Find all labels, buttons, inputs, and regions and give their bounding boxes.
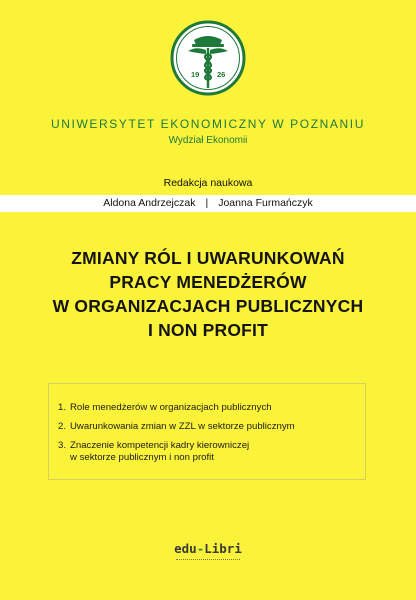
contents-item	[58, 440, 358, 464]
author-separator: |	[205, 197, 209, 209]
contents-item-line: Znaczenie kompetencji kadry kierowniczej	[70, 440, 250, 451]
author-first: Aldona Andrzejczak	[103, 197, 196, 209]
contents-item	[58, 421, 358, 433]
logo-year-left: 19	[191, 70, 200, 79]
contents-item-text	[70, 440, 358, 464]
contents-item-number: 1.	[58, 402, 67, 413]
title-line: PRACY MENEDŻERÓW	[109, 272, 307, 292]
authors-bar	[0, 195, 416, 212]
publisher-logo	[0, 541, 416, 556]
contents-item-line: w sektorze publicznym i non profit	[70, 452, 214, 463]
contents-item-number: 2.	[58, 421, 67, 432]
publisher-hyphen: -	[196, 541, 205, 556]
logo-year-right: 26	[217, 70, 226, 79]
contents-item-text: Role menedżerów w organizacjach publicznych	[70, 402, 272, 413]
contents-item-number: 3.	[58, 440, 67, 451]
book-title	[20, 246, 396, 342]
publisher-underline	[176, 559, 240, 561]
publisher-part2: Libri	[204, 541, 242, 556]
caduceus-emblem-icon	[170, 20, 246, 96]
university-name: UNIWERSYTET EKONOMICZNY W POZNANIU	[51, 117, 365, 131]
title-line: ZMIANY RÓL I UWARUNKOWAŃ	[71, 248, 345, 268]
author-second: Joanna Furmańczyk	[218, 197, 313, 209]
faculty-name: Wydział Ekonomii	[168, 135, 248, 146]
title-line: I NON PROFIT	[147, 320, 269, 340]
title-line: W ORGANIZACJACH PUBLICZNYCH	[52, 296, 364, 316]
contents-item-text: Uwarunkowania zmian w ZZL w sektorze publicznym	[70, 421, 295, 432]
editor-label: Redakcja naukowa	[163, 177, 253, 189]
publisher-part1: edu	[174, 541, 197, 556]
contents-item	[58, 402, 358, 414]
contents-list	[58, 402, 358, 471]
